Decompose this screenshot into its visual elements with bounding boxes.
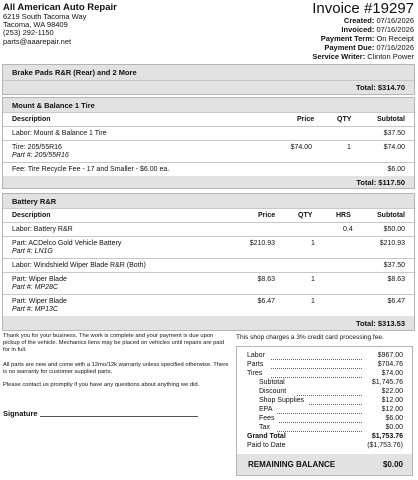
epa-label: EPA: [259, 406, 273, 413]
section-title: Brake Pads R&R (Rear) and 2 More: [3, 65, 414, 80]
tires-value: $74.00: [381, 370, 403, 377]
row-qty: 1: [311, 240, 315, 247]
row-price: $74.00: [290, 144, 312, 151]
grand-total-label: Grand Total: [247, 433, 286, 440]
epa-value: $12.00: [381, 406, 403, 413]
row-price: $6.47: [257, 298, 275, 305]
leader-dots: [277, 413, 362, 414]
leader-dots: [279, 422, 362, 423]
row-qty: 1: [347, 144, 351, 151]
contact-note: Please contact us promptly if you have any questions about anything we did.: [3, 382, 200, 388]
fees-value: $6.00: [385, 415, 403, 422]
leader-dots: [309, 404, 362, 405]
section-total: Total: $117.50: [3, 176, 414, 188]
term-label: Payment Term:: [320, 34, 375, 43]
row-qty: 1: [311, 298, 315, 305]
totals-summary: [236, 346, 413, 476]
row-description: Fee: Tire Recycle Fee - 17 and Smaller - $6.00 ea.: [12, 166, 170, 173]
discount-value: $22.00: [381, 388, 403, 395]
tax-value: $0.00: [385, 424, 403, 431]
fees-label: Fees: [259, 415, 275, 422]
remaining-balance-bar: [237, 454, 412, 475]
payment-term: [321, 34, 414, 43]
row-subtotal: $74.00: [383, 144, 405, 151]
subtotal-value: $1,745.76: [371, 379, 403, 386]
row-subtotal: $210.93: [379, 240, 405, 247]
row-subtotal: $8.63: [387, 276, 405, 283]
created-date: [344, 16, 414, 25]
table-row: [3, 140, 414, 162]
row-subtotal: $50.00: [383, 226, 405, 233]
due-label: Payment Due:: [324, 43, 375, 52]
section-spacer: [3, 80, 414, 81]
leader-dots: [271, 368, 362, 369]
service-writer: [312, 52, 414, 61]
shop-address-line1: 6219 South Tacoma Way: [3, 12, 87, 21]
shop-phone: (253) 292-1150: [3, 28, 54, 37]
col-qty: QTY: [337, 116, 352, 123]
shop-supplies-label: Shop Supplies: [259, 397, 305, 404]
col-price: Price: [258, 212, 276, 219]
row-price: $8.63: [257, 276, 275, 283]
row-part-number: Part #: MP28C: [12, 284, 58, 291]
row-subtotal: $6.47: [387, 298, 405, 305]
table-row: [3, 126, 414, 140]
table-row: [3, 294, 414, 316]
labor-value: $967.00: [377, 352, 403, 359]
table-row: [3, 236, 414, 258]
invoice-title: Invoice #19297: [312, 0, 414, 17]
section-title: Mount & Balance 1 Tire: [3, 98, 414, 112]
due-value: 07/16/2026: [376, 43, 414, 52]
shop-address-line2: Tacoma, WA 98409: [3, 20, 68, 29]
row-hrs: 0.4: [343, 226, 353, 233]
leader-dots: [297, 395, 362, 396]
invoiced-value: 07/16/2026: [376, 25, 414, 34]
section-mount-balance: [2, 97, 415, 189]
shop-email: parts@aaarepair.net: [3, 37, 72, 46]
table-header-row: [3, 112, 414, 126]
row-part-number: Part #: LN1G: [12, 248, 53, 255]
col-qty: QTY: [298, 212, 313, 219]
leader-dots: [271, 377, 362, 378]
col-subtotal: Subtotal: [377, 116, 405, 123]
leader-dots: [271, 359, 362, 360]
row-description: Part: Wiper Blade: [12, 276, 67, 283]
table-row: [3, 162, 414, 176]
section-total: Total: $314.70: [3, 81, 414, 94]
leader-dots: [277, 431, 362, 432]
invoiced-label: Invoiced:: [341, 25, 375, 34]
payment-note: Thank you for your business. The work is complete and your payment is due upon pickup of the vehicle. Mechanics liens may be placed on vehicles until repairs are paid for in full.: [3, 333, 225, 353]
remaining-balance-value: $0.00: [382, 460, 403, 469]
row-subtotal: $6.00: [387, 166, 405, 173]
table-row: [3, 222, 414, 236]
term-value: On Receipt: [376, 34, 414, 43]
row-qty: 1: [311, 276, 315, 283]
invoiced-date: [341, 25, 414, 34]
row-description: Tire: 205/55R16: [12, 144, 62, 151]
row-part-number: Part #: MP13C: [12, 306, 58, 313]
col-description: Description: [12, 212, 51, 219]
shop-name: All American Auto Repair: [3, 2, 117, 13]
row-description: Labor: Battery R&R: [12, 226, 73, 233]
section-battery: [2, 193, 415, 331]
row-subtotal: $37.50: [383, 130, 405, 137]
paid-to-date-value: ($1,753.76): [367, 442, 403, 449]
grand-total-value: $1,753.76: [371, 433, 403, 440]
row-description: Part: ACDelco Gold Vehicle Battery: [12, 240, 122, 247]
col-description: Description: [12, 116, 51, 123]
parts-value: $704.76: [377, 361, 403, 368]
created-value: 07/16/2026: [376, 16, 414, 25]
parts-label: Parts: [247, 361, 264, 368]
row-price: $210.93: [249, 240, 275, 247]
discount-label: Discount: [259, 388, 287, 395]
row-description: Part: Wiper Blade: [12, 298, 67, 305]
section-brake-pads: [2, 64, 415, 95]
row-description: Labor: Windshield Wiper Blade R&R (Both): [12, 262, 146, 269]
shop-supplies-value: $12.00: [381, 397, 403, 404]
table-row: [3, 258, 414, 272]
created-label: Created:: [343, 16, 375, 25]
tax-label: Tax: [259, 424, 270, 431]
table-header-row: [3, 208, 414, 222]
warranty-note: All parts are new and come with a 12mo/12k warranty unless specified otherwise. There is no warranty for customer supplied parts.: [3, 362, 229, 375]
writer-label: Service Writer:: [312, 52, 366, 61]
signature-line[interactable]: [40, 416, 198, 417]
col-hrs: HRS: [336, 212, 351, 219]
row-subtotal: $37.50: [383, 262, 405, 269]
tires-label: Tires: [247, 370, 263, 377]
col-subtotal: Subtotal: [377, 212, 405, 219]
payment-due: [324, 43, 414, 52]
subtotal-label: Subtotal: [259, 379, 285, 386]
table-row: [3, 272, 414, 294]
row-part-number: Part #: 205/55R16: [12, 152, 69, 159]
labor-label: Labor: [247, 352, 265, 359]
row-description: Labor: Mount & Balance 1 Tire: [12, 130, 107, 137]
signature-label: Signature: [3, 409, 38, 418]
paid-to-date-label: Paid to Date: [247, 442, 286, 449]
section-total: Total: $313.53: [3, 316, 414, 330]
section-title: Battery R&R: [3, 194, 414, 208]
writer-value: Clinton Power: [367, 52, 414, 61]
card-fee-note: This shop charges a 3% credit card processing fee.: [236, 334, 384, 341]
remaining-balance-label: REMAINING BALANCE: [248, 460, 336, 469]
col-price: Price: [297, 116, 315, 123]
